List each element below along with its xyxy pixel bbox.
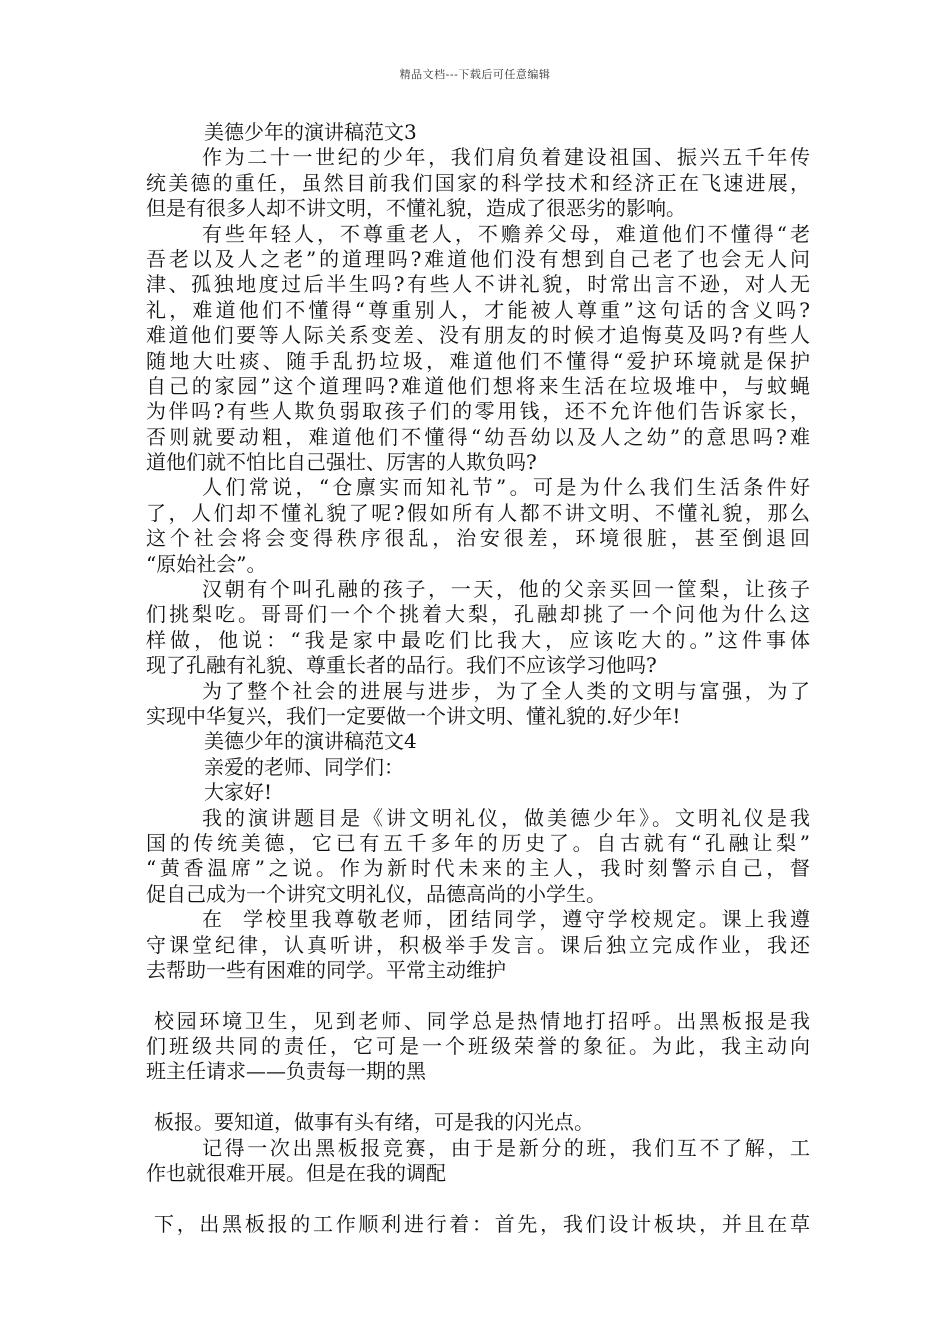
paragraph-line: 统美德的重任，虽然目前我们国家的科学技术和经济正在飞速进展， bbox=[146, 170, 810, 195]
paragraph-line: “黄香温席”之说。作为新时代未来的主人，我时刻警示自己，督 bbox=[146, 856, 810, 881]
paragraph-line: 促自己成为一个讲究文明礼仪，品德高尚的小学生。 bbox=[146, 881, 606, 906]
blank-line bbox=[146, 983, 810, 1008]
paragraph-line: 国的传统美德，它已有五千多年的历史了。自古就有“孔融让梨” bbox=[146, 830, 810, 855]
paragraph-line: 难道他们要等人际关系变差、没有朋友的时候才追悔莫及吗?有些人 bbox=[146, 323, 810, 348]
paragraph-line: 守课堂纪律，认真听讲，积极举手发言。课后独立完成作业，我还 bbox=[146, 932, 810, 957]
paragraph-line: 礼，难道他们不懂得“尊重别人，才能被人尊重”这句话的含义吗? bbox=[146, 297, 810, 322]
paragraph-line: 道他们就不怕比自己强壮、厉害的人欺负吗? bbox=[146, 450, 537, 475]
salutation: 亲爱的老师、同学们： bbox=[204, 754, 404, 779]
paragraph-line: 津、孤独地度过后半生吗?有些人不讲礼貌，时常出言不逊，对人无 bbox=[146, 272, 810, 297]
paragraph-line: 我的演讲题目是《讲文明礼仪，做美德少年》。文明礼仪是我 bbox=[202, 805, 810, 830]
paragraph-line: 否则就要动粗，难道他们不懂得“幼吾幼以及人之幼”的意思吗?难 bbox=[146, 424, 810, 449]
paragraph-line: 们班级共同的责任，它可是一个班级荣誉的象征。为此，我主动向 bbox=[146, 1034, 810, 1059]
document-body bbox=[146, 120, 810, 1237]
paragraph-line: “原始社会”。 bbox=[146, 551, 267, 576]
paragraph-line: 班主任请求——负责每一期的黑 bbox=[146, 1059, 426, 1084]
paragraph-line: 实现中华复兴，我们一定要做一个讲文明、懂礼貌的.好少年! bbox=[146, 703, 681, 728]
paragraph-line: 下，出黑板报的工作顺利进行着：首先，我们设计板块，并且在草 bbox=[154, 1211, 810, 1236]
paragraph-line: 了，人们却不懂礼貌了呢?假如所有人都不讲文明、不懂礼貌，那么 bbox=[146, 500, 810, 525]
paragraph-line: 这个社会将会变得秩序很乱，治安很差，环境很脏，甚至倒退回 bbox=[146, 526, 810, 551]
paragraph-line: 有些年轻人，不尊重老人，不赡养父母，难道他们不懂得“老 bbox=[202, 221, 810, 246]
paragraph-line: 板报。要知道，做事有头有绪，可是我的闪光点。 bbox=[154, 1110, 594, 1135]
blank-line bbox=[146, 1085, 810, 1110]
paragraph-line: 但是有很多人却不讲文明，不懂礼貌，造成了很恶劣的影响。 bbox=[146, 196, 686, 221]
page-header: 精品文档---下载后可任意编辑 bbox=[399, 68, 551, 81]
section-title: 美德少年的演讲稿范文3 bbox=[204, 120, 417, 144]
paragraph-line: 汉朝有个叫孔融的孩子，一天，他的父亲买回一筐梨，让孩子 bbox=[202, 577, 810, 602]
greeting: 大家好! bbox=[204, 780, 273, 805]
paragraph-line: 现了孔融有礼貌、尊重长者的品行。我们不应该学习他吗? bbox=[146, 653, 657, 678]
paragraph-line: 人们常说，“仓廪实而知礼节”。可是为什么我们生活条件好 bbox=[202, 475, 810, 500]
paragraph-line: 在 学校里我尊敬老师，团结同学，遵守学校规定。课上我遵 bbox=[202, 907, 810, 932]
paragraph-line: 作也就很难开展。但是在我的调配 bbox=[146, 1161, 446, 1186]
paragraph-line: 作为二十一世纪的少年，我们肩负着建设祖国、振兴五千年传 bbox=[202, 145, 810, 170]
paragraph-line: 记得一次出黑板报竞赛，由于是新分的班，我们互不了解，工 bbox=[202, 1135, 810, 1160]
paragraph-line: 吾老以及人之老”的道理吗?难道他们没有想到自己老了也会无人问 bbox=[146, 246, 810, 271]
paragraph-line: 们挑梨吃。哥哥们一个个挑着大梨，孔融却挑了一个问他为什么这 bbox=[146, 602, 810, 627]
section-title: 美德少年的演讲稿范文4 bbox=[204, 729, 417, 754]
paragraph-line: 为了整个社会的进展与进步，为了全人类的文明与富强，为了 bbox=[202, 678, 810, 703]
blank-line bbox=[146, 1186, 810, 1211]
paragraph-line: 为伴吗?有些人欺负弱取孩子们的零用钱，还不允许他们告诉家长， bbox=[146, 399, 810, 424]
paragraph-line: 校园环境卫生，见到老师、同学总是热情地打招呼。出黑板报是我 bbox=[154, 1008, 810, 1033]
paragraph-line: 去帮助一些有困难的同学。平常主动维护 bbox=[146, 957, 506, 982]
paragraph-line: 随地大吐痰、随手乱扔垃圾，难道他们不懂得“爱护环境就是保护 bbox=[146, 348, 810, 373]
paragraph-line: 自己的家园”这个道理吗?难道他们想将来生活在垃圾堆中，与蚊蝇 bbox=[146, 373, 810, 398]
paragraph-line: 样做，他说：“我是家中最吃们比我大，应该吃大的。”这件事体 bbox=[146, 627, 810, 652]
